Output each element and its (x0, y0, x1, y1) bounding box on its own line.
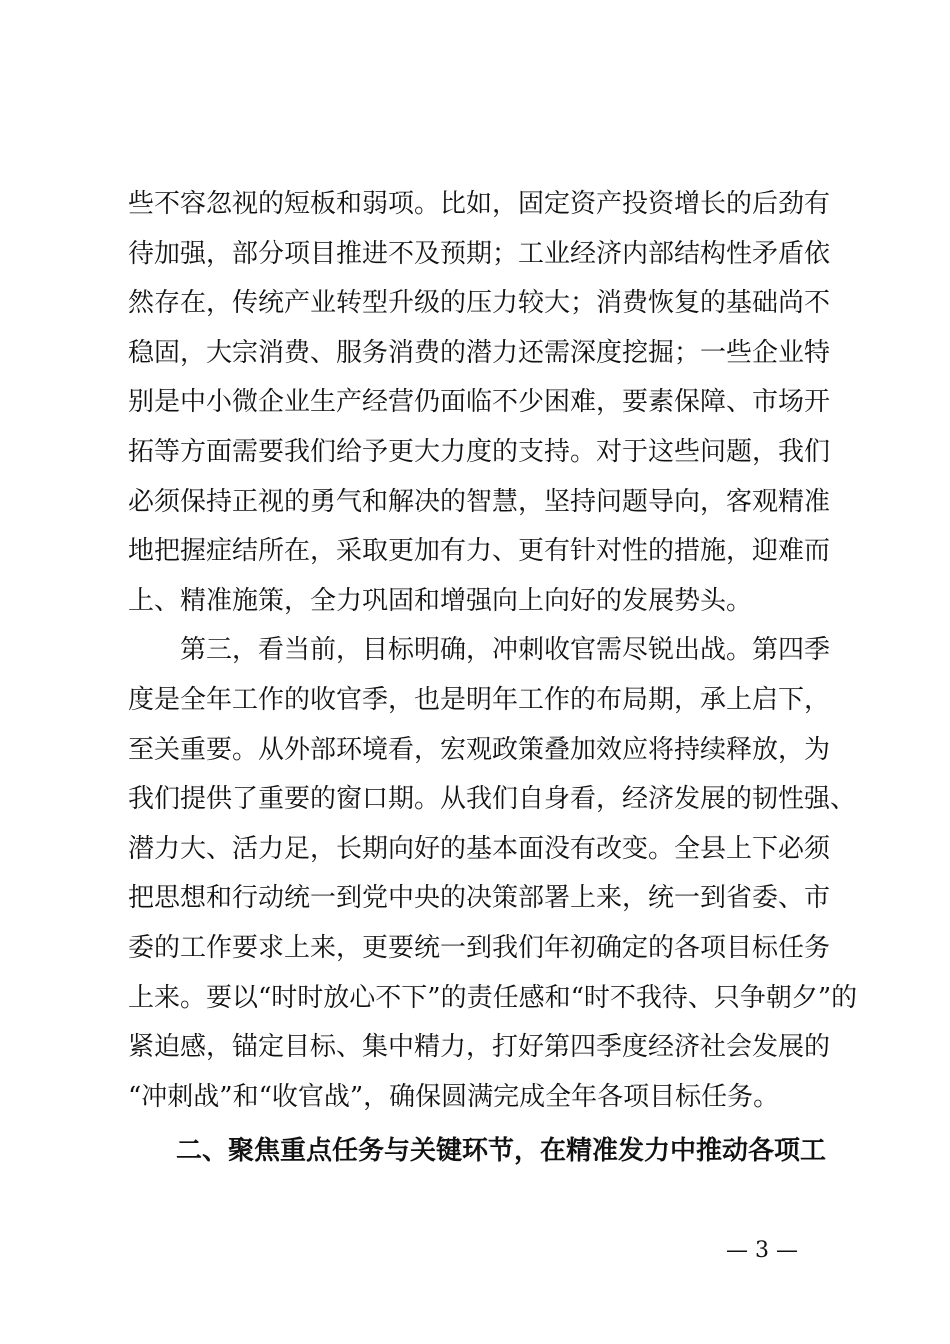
text-line: 潜力大、活力足，长期向好的基本面没有改变。全县上下必须 (128, 833, 831, 864)
body-text (128, 180, 858, 1122)
text-line: 地把握症结所在，采取更加有力、更有针对性的措施，迎难而 (128, 536, 831, 567)
page-number: — 3 — (726, 1238, 798, 1263)
text-line: 些不容忽视的短板和弱项。比如，固定资产投资增长的后劲有 (128, 189, 831, 219)
text-line: 然存在，传统产业转型升级的压力较大；消费恢复的基础尚不 (128, 288, 831, 319)
text-line: 待加强，部分项目推进不及预期；工业经济内部结构性矛盾依 (128, 238, 831, 269)
text-line: 把思想和行动统一到党中央的决策部署上来，统一到省委、市 (128, 883, 831, 914)
paragraph-start-line: 第三，看当前，目标明确，冲刺收官需尽锐出战。第四季 (128, 635, 831, 666)
text-line: 度是全年工作的收官季，也是明年工作的布局期，承上启下， (128, 684, 831, 715)
text-line: 别是中小微企业生产经营仍面临不少困难，要素保障、市场开 (128, 387, 831, 418)
text-line: 拓等方面需要我们给予更大力度的支持。对于这些问题，我们 (128, 436, 831, 467)
text-line: “冲刺战”和“收官战”，确保圆满完成全年各项目标任务。 (128, 1081, 780, 1112)
text-line: 我们提供了重要的窗口期。从我们自身看，经济发展的韧性强、 (128, 784, 857, 815)
text-line: 上、精准施策，全力巩固和增强向上向好的发展势头。 (128, 585, 753, 616)
text-line: 至关重要。从外部环境看，宏观政策叠加效应将持续释放，为 (128, 734, 831, 765)
text-line: 稳固，大宗消费、服务消费的潜力还需深度挖掘；一些企业特 (128, 337, 831, 368)
text-line: 必须保持正视的勇气和解决的智慧，坚持问题导向，客观精准 (128, 486, 831, 517)
text-line: 上来。要以“时时放心不下”的责任感和“时不我待、只争朝夕”的 (128, 982, 858, 1013)
text-line: 委的工作要求上来，更要统一到我们年初确定的各项目标任务 (128, 932, 831, 963)
text-line: 紧迫感，锚定目标、集中精力，打好第四季度经济社会发展的 (128, 1032, 831, 1063)
section-heading: 二、聚焦重点任务与关键环节，在精准发力中推动各项工 (176, 1136, 827, 1166)
